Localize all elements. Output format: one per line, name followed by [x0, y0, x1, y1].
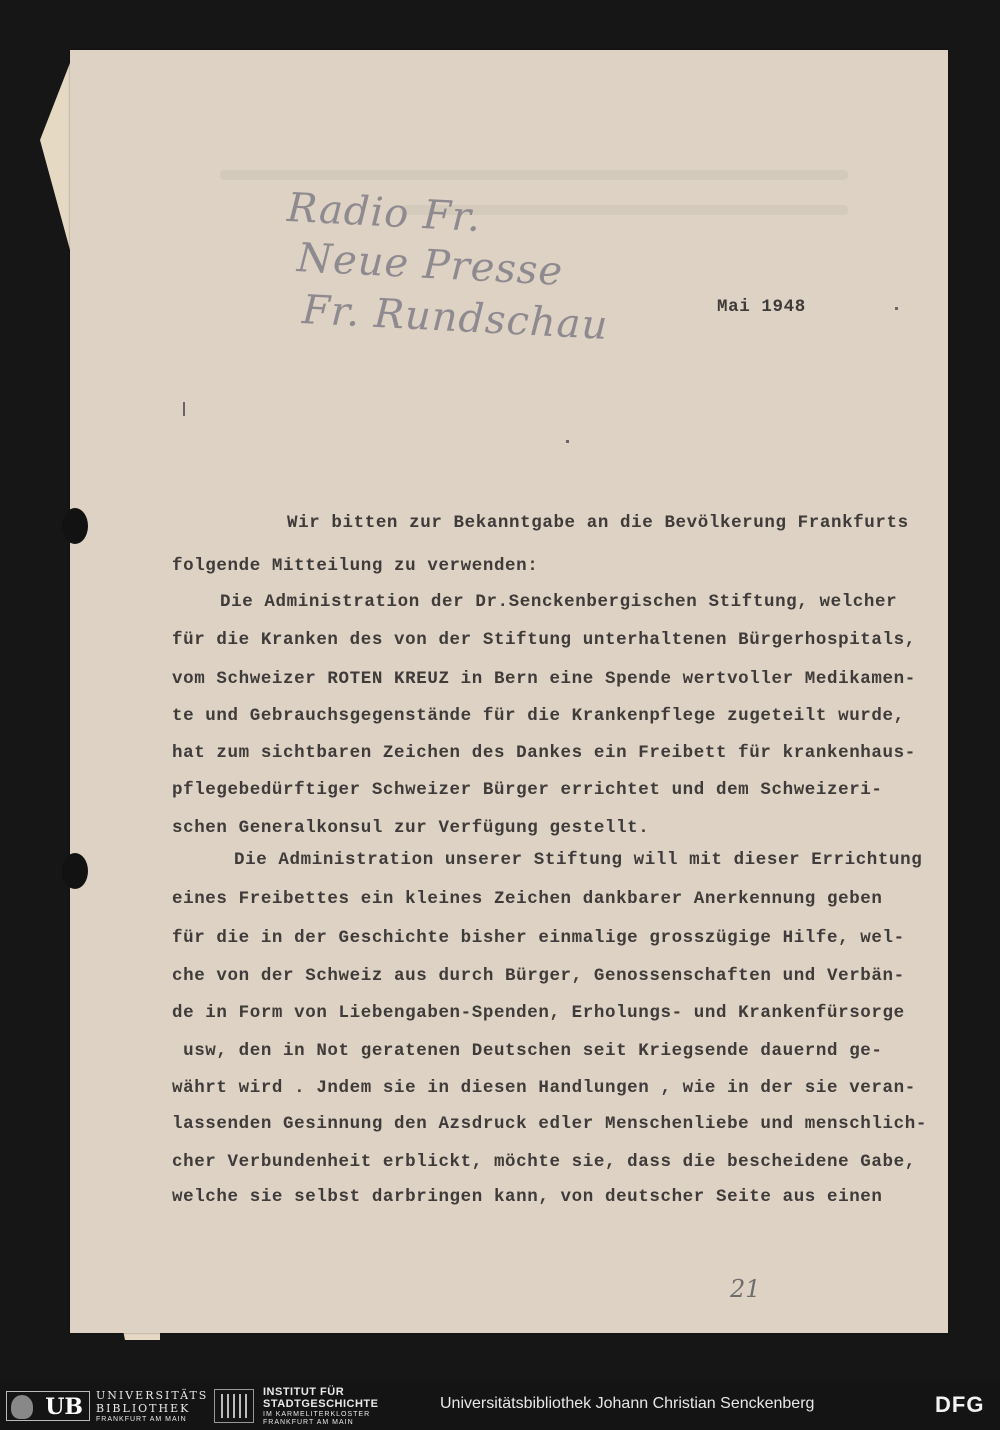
letter-page [70, 50, 948, 1333]
institute-city: FRANKFURT AM MAIN [263, 1419, 354, 1426]
dfg-logo: DFG [935, 1392, 985, 1417]
text-line: für die in der Geschichte bisher einmalige grosszügige Hilfe, wel- [172, 928, 905, 948]
library-city: FRANKFURT AM MAIN [96, 1416, 187, 1423]
text-line: te und Gebrauchsgegenstände für die Krankenpflege zugeteilt wurde, [172, 706, 905, 726]
text-line: welche sie selbst darbringen kann, von deutscher Seite aus einen [172, 1187, 883, 1207]
letter-date: Mai 1948 [717, 297, 806, 317]
page-number: 21 [730, 1275, 761, 1303]
text-line: hat zum sichtbaren Zeichen des Dankes ein Freibett für krankenhaus- [172, 743, 916, 763]
handwritten-note: Fr. Rundschau [301, 287, 610, 349]
text-line: de in Form von Liebengaben-Spenden, Erholungs- und Krankenfürsorge [172, 1003, 905, 1023]
ink-dot [895, 307, 898, 310]
handwritten-note: Neue Presse [295, 235, 565, 295]
text-line: für die Kranken des von der Stiftung unterhaltenen Bürgerhospitals, [172, 630, 916, 650]
text-line: folgende Mitteilung zu verwenden: [172, 556, 539, 576]
institute-logo-icon [214, 1389, 254, 1423]
text-line: vom Schweizer ROTEN KREUZ in Bern eine Spende wertvoller Medikamen- [172, 669, 916, 689]
institute-name-line: INSTITUT FÜR [263, 1386, 345, 1398]
bleed-through-line [220, 170, 848, 180]
punch-hole [62, 508, 88, 544]
ink-dot [566, 440, 569, 443]
ub-logo-text: UB [45, 1394, 83, 1420]
library-name-line: UNIVERSITÄTS [96, 1389, 209, 1402]
text-line: usw, den in Not geratenen Deutschen seit Kriegsende dauernd ge- [172, 1041, 883, 1061]
text-line: lassenden Gesinnung den Azsdruck edler Menschenliebe und menschlich- [172, 1114, 927, 1134]
ink-mark [183, 402, 185, 416]
text-line: schen Generalkonsul zur Verfügung gestellt. [172, 818, 650, 838]
library-name-line: BIBLIOTHEK [96, 1402, 191, 1415]
handwritten-note: Radio Fr. [285, 184, 483, 242]
footer-bar [0, 1380, 1000, 1430]
text-line: währt wird . Jndem sie in diesen Handlungen , wie in der sie veran- [172, 1078, 916, 1098]
institute-address: IM KARMELITERKLOSTER [263, 1411, 371, 1418]
punch-hole [62, 853, 88, 889]
institute-name-line: STADTGESCHICHTE [263, 1398, 379, 1410]
text-line: pflegebedürftiger Schweizer Bürger errichtet und dem Schweizeri- [172, 780, 883, 800]
text-line: che von der Schweiz aus durch Bürger, Genossenschaften und Verbän- [172, 966, 905, 986]
text-line: cher Verbundenheit erblickt, möchte sie, dass die bescheidene Gabe, [172, 1152, 916, 1172]
text-line: Die Administration der Dr.Senckenbergischen Stiftung, welcher [220, 592, 898, 612]
text-line: Die Administration unserer Stiftung will mit dieser Errichtung [234, 850, 923, 870]
ub-logo [6, 1391, 90, 1421]
footer-library-title: Universitätsbibliothek Johann Christian Senckenberg [440, 1395, 815, 1412]
text-line: Wir bitten zur Bekanntgabe an die Bevölkerung Frankfurts [287, 513, 909, 533]
text-line: eines Freibettes ein kleines Zeichen dankbarer Anerkennung geben [172, 889, 883, 909]
portrait-icon [11, 1395, 33, 1419]
